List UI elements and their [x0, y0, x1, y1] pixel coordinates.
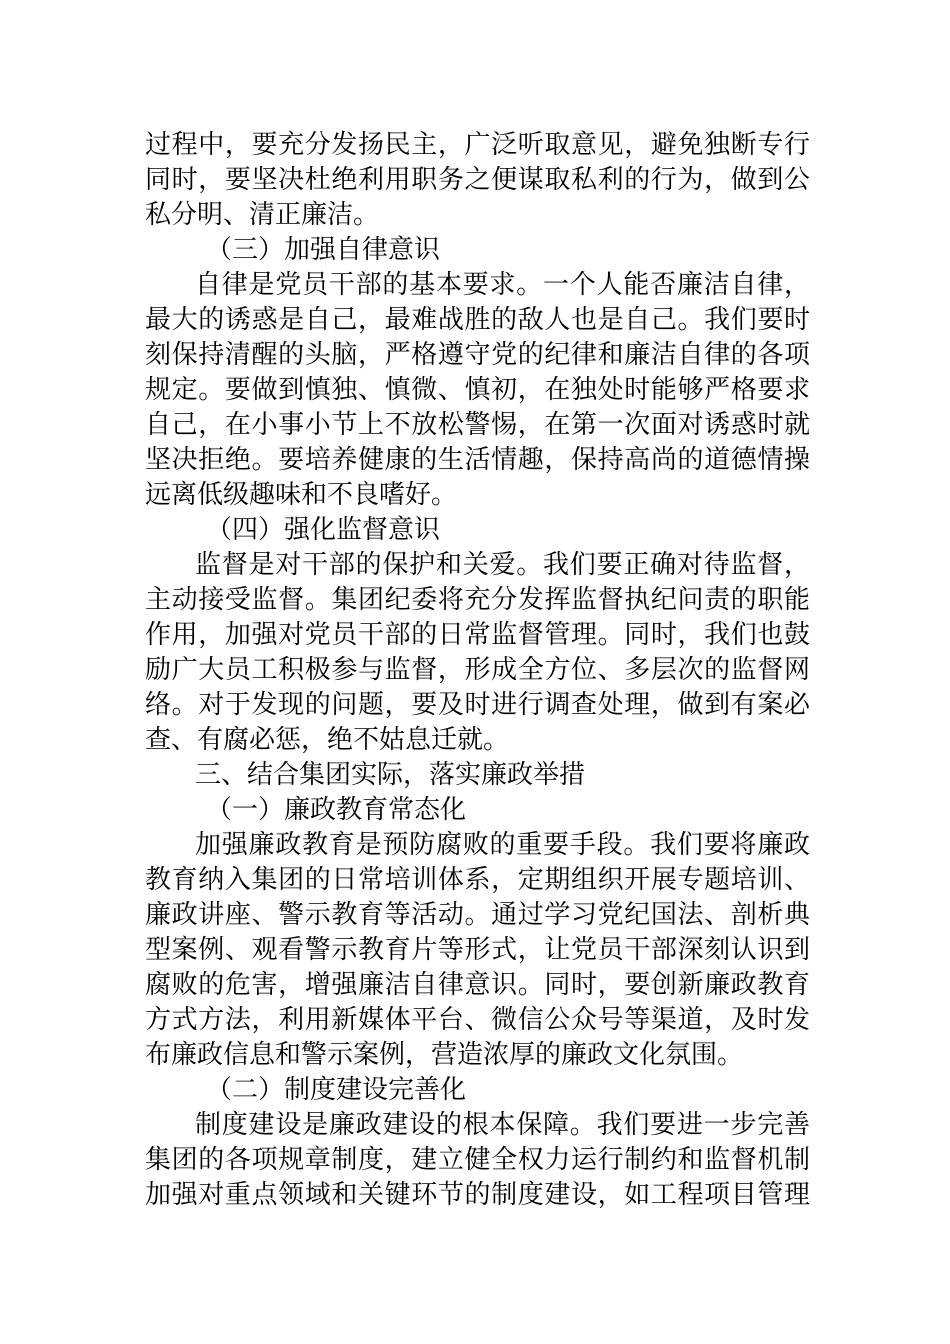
paragraph-line: 集团的各项规章制度，建立健全权力运行制约和监督机制: [145, 1145, 810, 1175]
paragraph-line: 远离低级趣味和不良嗜好。: [145, 480, 458, 510]
paragraph-line: 励广大员工积极参与监督，形成全方位、多层次的监督网: [145, 655, 810, 685]
paragraph-line: 教育纳入集团的日常培训体系，定期组织开展专题培训、: [145, 865, 810, 895]
paragraph-line: 作用，加强对党员干部的日常监督管理。同时，我们也鼓: [145, 620, 810, 650]
paragraph-line: 刻保持清醒的头脑，严格遵守党的纪律和廉洁自律的各项: [145, 340, 810, 370]
section-heading: （二）制度建设完善化: [206, 1075, 467, 1105]
paragraph-line: 方式方法，利用新媒体平台、微信公众号等渠道，及时发: [145, 1005, 810, 1035]
paragraph-line: 监督是对干部的保护和关爱。我们要正确对待监督，: [195, 550, 810, 580]
paragraph-line: 查、有腐必惩，绝不姑息迁就。: [145, 725, 510, 755]
section-heading: （四）强化监督意识: [206, 515, 441, 545]
section-heading: （三）加强自律意识: [206, 235, 441, 265]
paragraph-line: 最大的诱惑是自己，最难战胜的敌人也是自己。我们要时: [145, 305, 810, 335]
chapter-heading: 三、结合集团实际，落实廉政举措: [195, 760, 586, 790]
paragraph-line: 型案例、观看警示教育片等形式，让党员干部深刻认识到: [145, 935, 810, 965]
paragraph-line: 主动接受监督。集团纪委将充分发挥监督执纪问责的职能: [145, 585, 810, 615]
section-heading: （一）廉政教育常态化: [206, 795, 467, 825]
paragraph-line: 自己，在小事小节上不放松警惕，在第一次面对诱惑时就: [145, 410, 810, 440]
paragraph-line: 同时，要坚决杜绝利用职务之便谋取私利的行为，做到公: [145, 165, 810, 195]
paragraph-line: 规定。要做到慎独、慎微、慎初，在独处时能够严格要求: [145, 375, 810, 405]
paragraph-line: 私分明、清正廉洁。: [145, 200, 380, 230]
paragraph-line: 制度建设是廉政建设的根本保障。我们要进一步完善: [195, 1110, 810, 1140]
paragraph-line: 络。对于发现的问题，要及时进行调查处理，做到有案必: [145, 690, 810, 720]
paragraph-line: 布廉政信息和警示案例，营造浓厚的廉政文化氛围。: [145, 1040, 744, 1070]
body-text: [145, 128, 810, 1213]
paragraph-line: 加强对重点领域和关键环节的制度建设，如工程项目管理: [145, 1180, 810, 1210]
paragraph-line: 加强廉政教育是预防腐败的重要手段。我们要将廉政: [195, 830, 810, 860]
paragraph-line: 坚决拒绝。要培养健康的生活情趣，保持高尚的道德情操: [145, 445, 810, 475]
paragraph-line: 廉政讲座、警示教育等活动。通过学习党纪国法、剖析典: [145, 900, 810, 930]
paragraph-line: 过程中，要充分发扬民主，广泛听取意见，避免独断专行: [145, 130, 810, 160]
paragraph-line: 自律是党员干部的基本要求。一个人能否廉洁自律，: [195, 270, 810, 300]
paragraph-line: 腐败的危害，增强廉洁自律意识。同时，要创新廉政教育: [145, 970, 810, 1000]
